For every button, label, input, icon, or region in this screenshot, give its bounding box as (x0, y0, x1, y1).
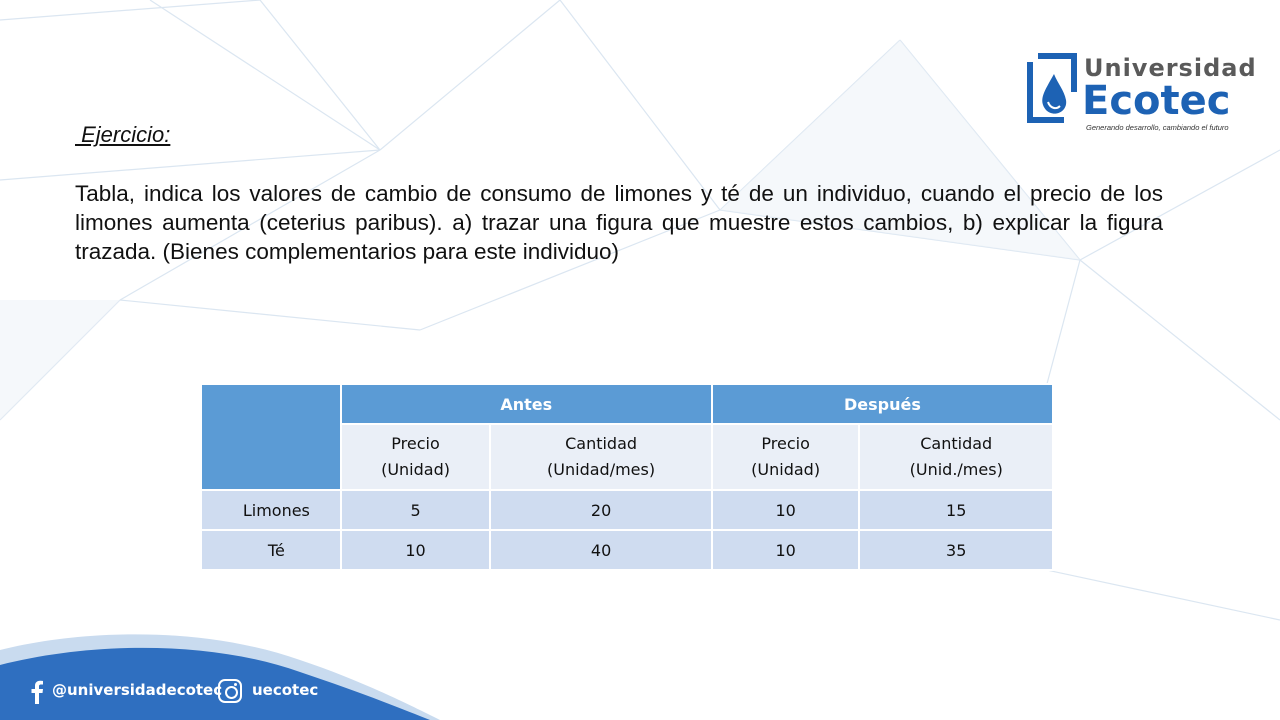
table-corner-cell (201, 384, 341, 490)
table-cell: 40 (490, 530, 711, 570)
subheader-cell: Precio (Unidad) (341, 424, 491, 490)
logo-line2: Ecotec (1082, 78, 1231, 124)
ecotec-logo-icon (1024, 52, 1082, 130)
instagram-icon[interactable] (218, 679, 242, 703)
group-header-despues: Después (712, 384, 1053, 424)
table-cell: 35 (859, 530, 1053, 570)
table-cell: 15 (859, 490, 1053, 530)
table-cell: 10 (712, 490, 860, 530)
subheader-cell: Precio (Unidad) (712, 424, 860, 490)
consumption-table (200, 383, 1054, 571)
table-cell: 10 (341, 530, 491, 570)
row-label: Té (201, 530, 341, 570)
table-cell: 20 (490, 490, 711, 530)
exercise-paragraph: Tabla, indica los valores de cambio de consumo de limones y té de un individuo, cuando el precio de los limones aumenta (ceterius paribus). a) trazar una figura que muestre estos cambios, b) explicar la figura trazada. (Bienes complementarios para este individuo) (75, 181, 1163, 264)
table-cell: 10 (712, 530, 860, 570)
table-row (201, 530, 1053, 570)
facebook-icon[interactable] (30, 678, 44, 704)
table-group-header-row (201, 384, 1053, 424)
subheader-cell: Cantidad (Unidad/mes) (490, 424, 711, 490)
instagram-handle[interactable]: uecotec (252, 681, 319, 699)
table-row (201, 490, 1053, 530)
table-cell: 5 (341, 490, 491, 530)
group-header-antes: Antes (341, 384, 712, 424)
ecotec-logo (1020, 48, 1257, 138)
subheader-cell: Cantidad (Unid./mes) (859, 424, 1053, 490)
logo-tagline: Generando desarrollo, cambiando el futuro (1086, 123, 1229, 132)
logo-line1: Universidad (1084, 54, 1257, 82)
footer-wave (0, 620, 440, 720)
row-label: Limones (201, 490, 341, 530)
facebook-handle[interactable]: @universidadecotec (52, 681, 223, 699)
exercise-heading: Ejercicio: (75, 122, 171, 147)
